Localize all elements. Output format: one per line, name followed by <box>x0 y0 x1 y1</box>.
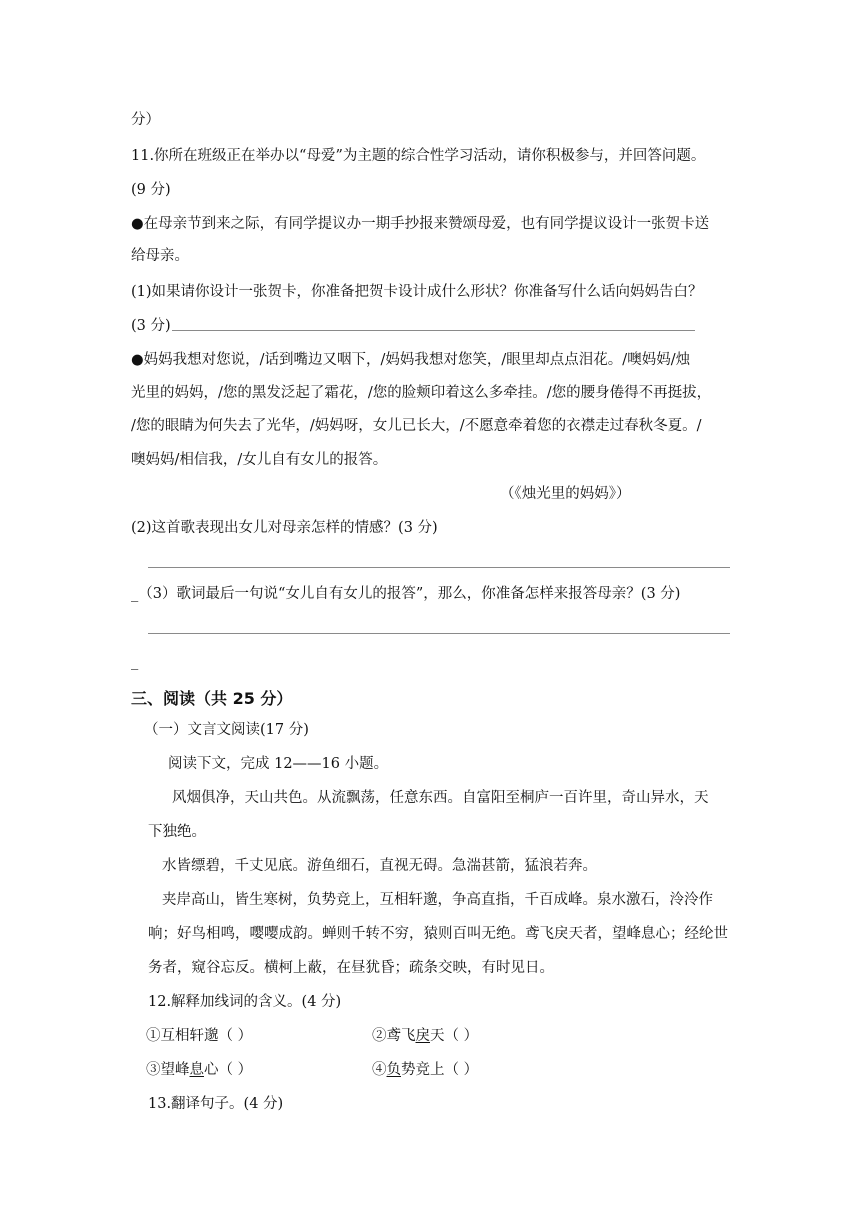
q13-stem: 13.翻译句子。(4 分) <box>148 1096 284 1112</box>
lyrics-line-4: 噢妈妈/相信我，/女儿自有女儿的报答。 <box>131 452 388 468</box>
passage-line-2: 下独绝。 <box>148 824 206 840</box>
q11-sub3-question: （3）歌词最后一句说“女儿自有女儿的报答”，那么，你准备怎样来报答母亲？(3 分) <box>138 586 681 602</box>
lyrics-source: （《烛光里的妈妈》） <box>500 486 631 502</box>
q12-item-1: ①互相轩邈（ ） <box>146 1028 253 1044</box>
q11-stem-line2: (9 分) <box>131 182 171 198</box>
lyrics-line-1: ●妈妈我想对您说，/话到嘴边又咽下，/妈妈我想对您笑，/眼里却点点泪花。/噢妈妈/烛 <box>131 352 691 368</box>
answer-line-sub3[interactable] <box>148 633 730 634</box>
q11-sub1-question: (1)如果请你设计一张贺卡，你准备把贺卡设计成什么形状？你准备写什么话向妈妈告白？ <box>131 284 703 300</box>
passage-line-3: 水皆缥碧，千丈见底。游鱼细石，直视无碍。急湍甚箭，猛浪若奔。 <box>162 858 597 874</box>
stray-underscore-2: _ <box>131 654 139 670</box>
passage-line-5: 响；好鸟相鸣，嘤嘤成韵。蝉则千转不穷，猿则百叫无绝。鸢飞戾天者，望峰息心；经纶世 <box>148 926 728 942</box>
q12-item-3: ③望峰息心（ ） <box>146 1062 253 1078</box>
reading-instruction: 阅读下文，完成 12——16 小题。 <box>168 756 389 772</box>
answer-line-sub1[interactable] <box>172 330 695 331</box>
stray-underscore: _ <box>131 586 139 602</box>
q11-stem-line1: 11.你所在班级正在举办以“母爱”为主题的综合性学习活动，请你积极参与，并回答问题。 <box>131 148 706 164</box>
q11-sub3-row <box>131 584 680 604</box>
q12-item-4: ④负势竞上（ ） <box>372 1062 479 1078</box>
passage-line-6: 务者，窥谷忘反。横柯上蔽，在昼犹昏；疏条交映，有时见日。 <box>148 960 554 976</box>
part1-title: （一）文言文阅读(17 分) <box>144 722 309 738</box>
q11-bullet1-line1: ●在母亲节到来之际，有同学提议办一期手抄报来赞颂母爱，也有同学提议设计一张贺卡送 <box>131 216 710 232</box>
q11-sub2-question: (2)这首歌表现出女儿对母亲怎样的情感？(3 分) <box>131 520 438 536</box>
q10-tail: 分） <box>131 112 160 128</box>
lyrics-line-3: /您的眼睛为何失去了光华，/妈妈呀，女儿已长大，/不愿意牵着您的衣襟走过春秋冬夏。/ <box>131 418 702 434</box>
answer-line-sub2[interactable] <box>148 567 730 568</box>
lyrics-line-2: 光里的妈妈，/您的黑发泛起了霜花，/您的脸颊印着这么多牵挂。/您的腰身倦得不再挺拔， <box>131 385 712 401</box>
q12-item-2: ②鸢飞戾天（ ） <box>372 1028 479 1044</box>
section3-heading: 三、阅读（共 25 分） <box>131 689 293 708</box>
passage-line-4: 夹岸高山，皆生寒树，负势竞上，互相轩邈，争高直指，千百成峰。泉水激石，泠泠作 <box>162 892 713 908</box>
q11-bullet1-line2: 给母亲。 <box>131 248 189 264</box>
passage-line-1: 风烟俱净，天山共色。从流飘荡，任意东西。自富阳至桐庐一百许里，奇山异水，天 <box>172 790 709 806</box>
q11-sub1-score: (3 分) <box>131 318 171 334</box>
q12-stem: 12.解释加线词的含义。(4 分) <box>148 994 342 1010</box>
